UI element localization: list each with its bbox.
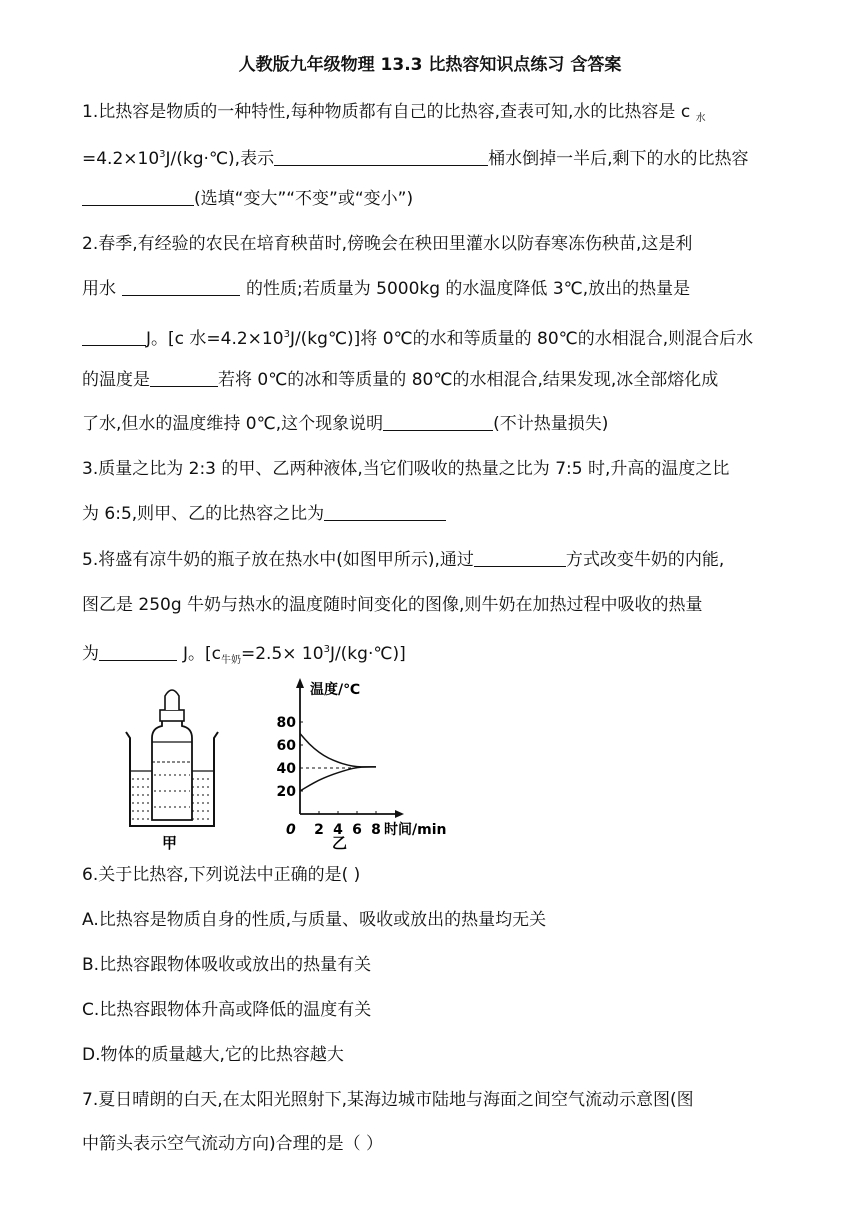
- q6-option-a[interactable]: [82, 909, 546, 931]
- y-tick-label: 20: [276, 784, 296, 800]
- q7-line-2: [82, 1133, 383, 1155]
- q7-text-2: 中箭头表示空气流动方向)合理的是（ ）: [82, 1134, 384, 1154]
- chart-axes: [296, 678, 404, 818]
- q7-line-1: [82, 1089, 694, 1111]
- q6-text: 6.关于比热容,下列说法中正确的是( ): [82, 865, 361, 885]
- q7-text-1: 7.夏日晴朗的白天,在太阳光照射下,某海边城市陆地与海面之间空气流动示意图(图: [82, 1090, 694, 1110]
- q2-text-2b: 的性质;若质量为 5000kg 的水温度降低 3℃,放出的热量是: [246, 279, 691, 299]
- q5-line-2: [82, 594, 702, 616]
- figure-yi-temperature-chart: [268, 672, 494, 852]
- q2-text-1: 2.春季,有经验的农民在培育秧苗时,傍晚会在秧田里灌水以防春寒冻伤秧苗,这是利: [82, 234, 693, 254]
- q1-blank-1[interactable]: [274, 149, 488, 166]
- q3-line-2: [82, 503, 446, 525]
- q1-line-3: [82, 188, 413, 210]
- q1-blank-2[interactable]: [82, 189, 194, 206]
- q2-text-2a: 用水: [82, 279, 116, 299]
- data-series: [300, 734, 376, 792]
- y-tick-labels: [277, 715, 303, 800]
- origin-label: 0: [286, 822, 296, 838]
- q5-text-3c: =2.5× 10: [241, 644, 324, 664]
- q1-text-2a: =4.2×10: [82, 149, 160, 169]
- q2-line-4: [82, 369, 718, 391]
- q5-text-3d: J/(kg·℃)]: [329, 644, 406, 664]
- bottle-nipple: [165, 690, 179, 710]
- q2-blank-1[interactable]: [122, 279, 240, 296]
- y-axis-label: 温度/℃: [310, 682, 361, 698]
- q1-text-2b: J/(kg·℃),表示: [165, 149, 275, 169]
- q1-line-1: [82, 101, 706, 130]
- q1-text-1: 1.比热容是物质的一种特性,每种物质都有自己的比热容,查表可知,水的比热容是 c: [82, 102, 691, 122]
- q6-option-a-text: A.比热容是物质自身的性质,与质量、吸收或放出的热量均无关: [82, 910, 547, 930]
- q2-text-3a: J。[c 水=4.2×10: [146, 329, 284, 349]
- y-axis-arrow: [296, 678, 304, 688]
- q6-option-c-text: C.比热容跟物体升高或降低的温度有关: [82, 1000, 372, 1020]
- q5-text-3a: 为: [82, 644, 99, 664]
- q6-option-b-text: B.比热容跟物体吸收或放出的热量有关: [82, 955, 372, 975]
- x-axis-arrow: [395, 810, 404, 818]
- q5-text-1b: 方式改变牛奶的内能,: [565, 550, 725, 570]
- x-tick-label: 4: [333, 822, 343, 838]
- milk-curve: [300, 767, 376, 791]
- q5-line-1: [82, 549, 724, 571]
- q6-option-b[interactable]: [82, 954, 371, 976]
- q2-line-5: [82, 413, 608, 435]
- x-tick-label: 6: [352, 822, 362, 838]
- q5-blank-2[interactable]: [99, 644, 177, 661]
- y-tick-label: 60: [276, 738, 296, 754]
- q5-line-3: [82, 639, 406, 672]
- q1-subscript-water: 水: [695, 113, 706, 124]
- q2-blank-4[interactable]: [383, 414, 493, 431]
- y-tick-label: 80: [276, 715, 296, 731]
- q5-text-2: 图乙是 250g 牛奶与热水的温度随时间变化的图像,则牛奶在加热过程中吸收的热量: [82, 595, 703, 615]
- q6-option-d[interactable]: [82, 1044, 344, 1066]
- q1-superscript: 3: [159, 149, 166, 160]
- q1-text-3: (选填“变大”“不变”或“变小”): [194, 189, 414, 209]
- q2-text-4a: 的温度是: [82, 370, 150, 390]
- q6-stem: [82, 864, 360, 886]
- x-tick-label: 2: [314, 822, 324, 838]
- q1-text-2c: 桶水倒掉一半后,剩下的水的比热容: [488, 149, 749, 169]
- y-tick-label: 40: [276, 761, 296, 777]
- q1-line-2: [82, 144, 748, 170]
- q5-blank-1[interactable]: [474, 550, 566, 567]
- q3-text-2: 为 6:5,则甲、乙的比热容之比为: [82, 504, 325, 524]
- q2-text-5b: (不计热量损失): [493, 414, 609, 434]
- q2-line-1: [82, 233, 692, 255]
- q6-option-d-text: D.物体的质量越大,它的比热容越大: [82, 1045, 344, 1065]
- x-tick-labels: [314, 811, 381, 838]
- x-axis-label: 时间/min: [384, 822, 447, 838]
- q5-superscript: 3: [323, 644, 330, 655]
- q2-text-4b: 若将 0℃的冰和等质量的 80℃的水相混合,结果发现,冰全部熔化成: [218, 370, 719, 390]
- milk-bottle: [152, 720, 192, 820]
- figure-jia-label: 甲: [162, 834, 178, 850]
- q2-text-3b: J/(kg℃)]将 0℃的水和等质量的 80℃的水相混合,则混合后水: [289, 329, 754, 349]
- q3-line-1: [82, 458, 729, 480]
- q2-line-3: [82, 324, 753, 350]
- q5-subscript-milk: 牛奶: [221, 655, 241, 666]
- hot-water-curve: [300, 734, 376, 767]
- bottle-cap: [160, 710, 184, 721]
- q2-superscript: 3: [283, 329, 290, 340]
- figure-jia-bottle-in-water: [118, 684, 228, 850]
- figure-yi-label: 乙: [332, 834, 348, 852]
- page-title: 人教版九年级物理 13.3 比热容知识点练习 含答案: [238, 55, 622, 75]
- q3-blank-1[interactable]: [324, 504, 446, 521]
- q6-option-c[interactable]: [82, 999, 371, 1021]
- q5-text-3b: J。[c: [183, 644, 221, 664]
- q2-text-5a: 了水,但水的温度维持 0℃,这个现象说明: [82, 414, 384, 434]
- q2-line-2: [82, 278, 690, 300]
- q3-text-1: 3.质量之比为 2:3 的甲、乙两种液体,当它们吸收的热量之比为 7:5 时,升高的温度之比: [82, 459, 730, 479]
- q2-blank-2[interactable]: [82, 329, 146, 346]
- q5-text-1a: 5.将盛有凉牛奶的瓶子放在热水中(如图甲所示),通过: [82, 550, 474, 570]
- q2-blank-3[interactable]: [150, 370, 218, 387]
- x-tick-label: 8: [371, 822, 381, 838]
